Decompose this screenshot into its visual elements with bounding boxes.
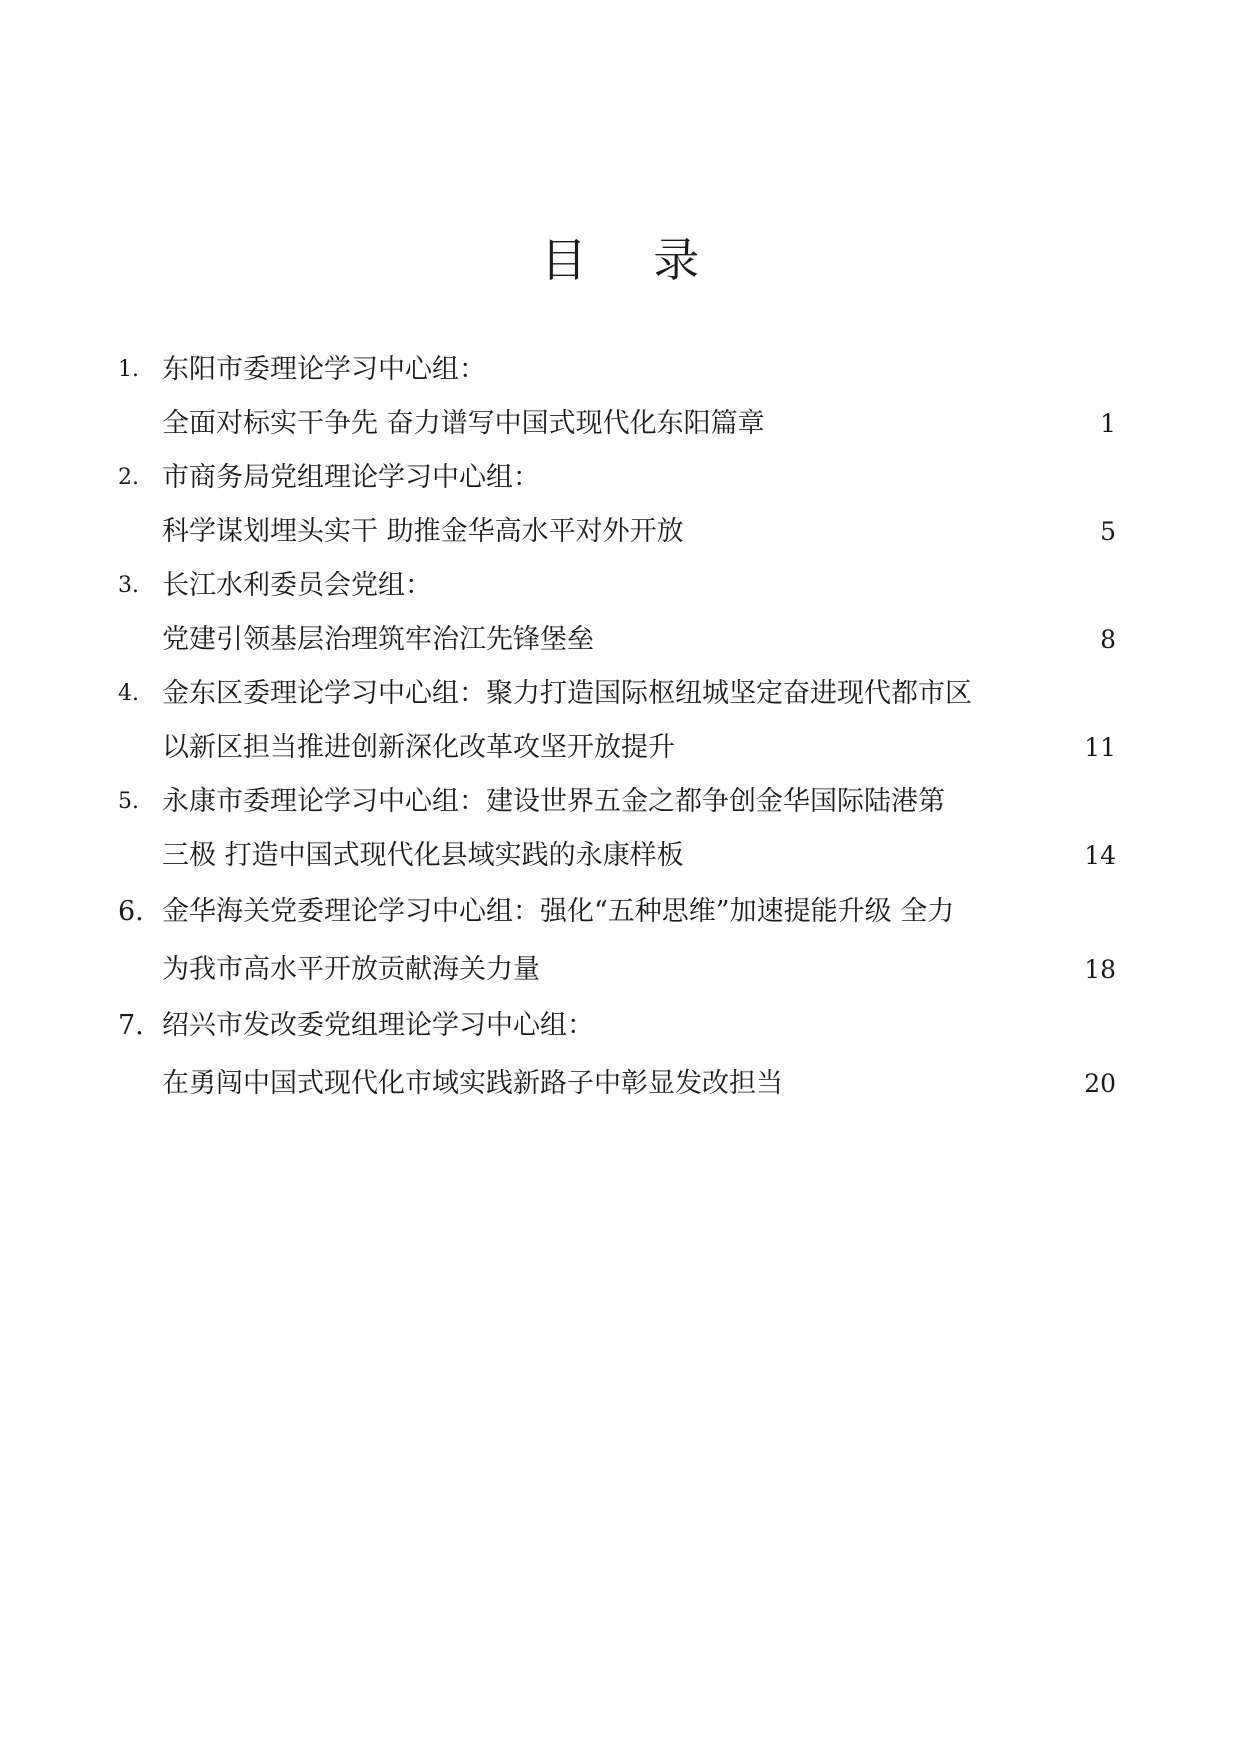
toc-entry-page-number: 14 <box>1084 841 1116 870</box>
toc-entry-title: 金华海关党委理论学习中心组：强化“五种思维”加速提能升级 全力 <box>162 896 955 927</box>
toc-entry-page-number: 1 <box>1100 409 1116 438</box>
toc-entry-title: 东阳市委理论学习中心组： <box>162 354 486 385</box>
page-title: 目 录 <box>540 233 726 287</box>
toc-entry-1-heading[interactable] <box>0 348 1240 392</box>
toc-entry-subtitle: 以新区担当推进创新深化改革攻坚开放提升 <box>162 732 675 763</box>
toc-entry-page-number: 11 <box>1084 733 1116 762</box>
toc-entry-title: 金东区委理论学习中心组：聚力打造国际枢纽城坚定奋进现代都市区 <box>162 678 972 709</box>
toc-entry-subtitle: 为我市高水平开放贡献海关力量 <box>162 954 540 985</box>
toc-entry-7-subtitle[interactable] <box>0 1062 1240 1106</box>
toc-entry-subtitle: 全面对标实干争先 奋力谱写中国式现代化东阳篇章 <box>162 408 765 439</box>
toc-entry-subtitle: 在勇闯中国式现代化市域实践新路子中彰显发改担当 <box>162 1068 783 1099</box>
toc-entry-7-heading[interactable] <box>0 1004 1240 1048</box>
toc-entry-1-subtitle[interactable] <box>0 402 1240 446</box>
toc-entry-page-number: 18 <box>1084 955 1116 984</box>
toc-entry-number: 5. <box>118 789 139 814</box>
toc-entry-title: 市商务局党组理论学习中心组： <box>162 462 540 493</box>
toc-entry-number: 3. <box>118 573 139 598</box>
toc-entry-3-heading[interactable] <box>0 564 1240 608</box>
toc-entry-page-number: 20 <box>1084 1069 1116 1098</box>
toc-entry-5-subtitle[interactable] <box>0 834 1240 878</box>
toc-entry-6-heading[interactable] <box>0 890 1240 934</box>
toc-entry-number: 4. <box>118 681 139 706</box>
toc-entry-number: 7. <box>118 1010 144 1041</box>
toc-entry-4-heading[interactable] <box>0 672 1240 716</box>
toc-entry-4-subtitle[interactable] <box>0 726 1240 770</box>
toc-entry-number: 1. <box>118 357 139 382</box>
toc-entry-page-number: 8 <box>1100 625 1116 654</box>
toc-entry-3-subtitle[interactable] <box>0 618 1240 662</box>
toc-entry-number: 6. <box>118 896 144 927</box>
toc-entry-2-subtitle[interactable] <box>0 510 1240 554</box>
toc-entry-2-heading[interactable] <box>0 456 1240 500</box>
toc-entry-subtitle: 科学谋划埋头实干 助推金华高水平对外开放 <box>162 516 684 547</box>
toc-entry-6-subtitle[interactable] <box>0 948 1240 992</box>
toc-entry-subtitle: 党建引领基层治理筑牢治江先锋堡垒 <box>162 624 594 655</box>
toc-entry-page-number: 5 <box>1100 517 1116 546</box>
toc-entry-title: 绍兴市发改委党组理论学习中心组： <box>162 1010 594 1041</box>
toc-entry-5-heading[interactable] <box>0 780 1240 824</box>
toc-entry-title: 长江水利委员会党组： <box>162 570 432 601</box>
toc-entry-title: 永康市委理论学习中心组：建设世界五金之都争创金华国际陆港第 <box>162 786 945 817</box>
toc-entry-subtitle: 三极 打造中国式现代化县域实践的永康样板 <box>162 840 684 871</box>
toc-entry-number: 2. <box>118 465 139 490</box>
